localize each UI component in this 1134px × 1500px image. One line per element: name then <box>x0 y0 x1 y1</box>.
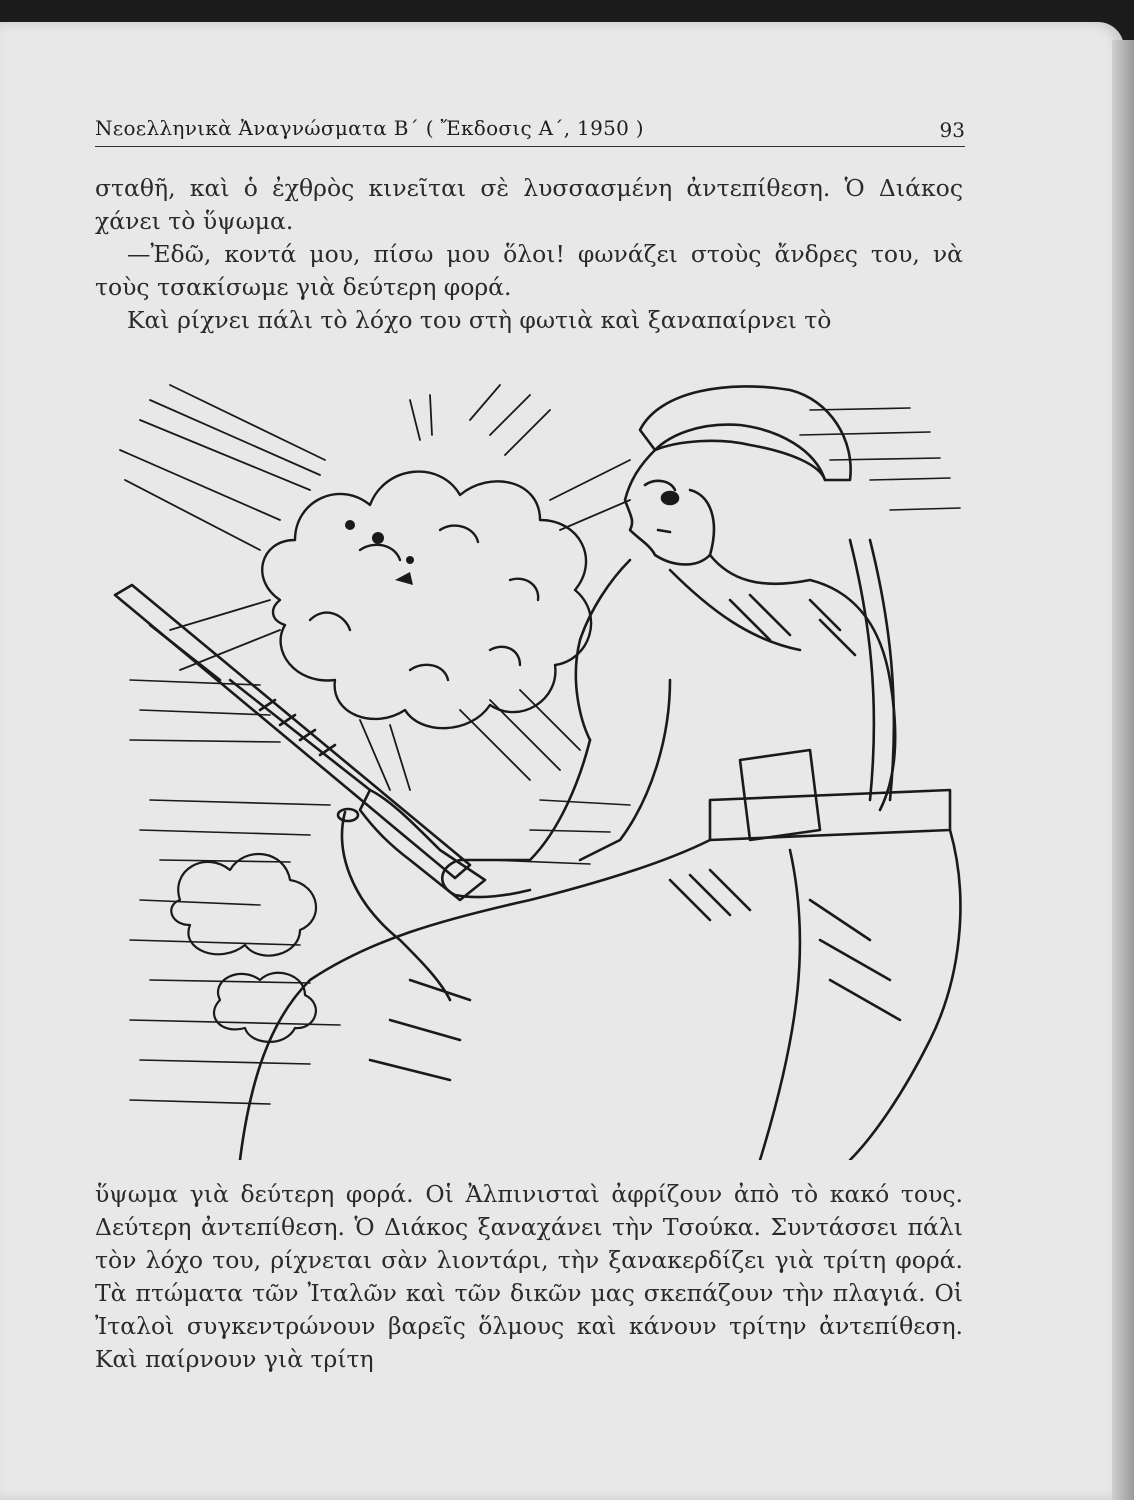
running-header <box>95 112 965 147</box>
paragraph: σταθῆ, καὶ ὁ ἐχθρὸς κινεῖται σὲ λυσσασμένη ἀντεπίθεση. Ὁ Διάκος χάνει τὸ ὕψωμα. <box>95 174 963 235</box>
explosion-cloud <box>262 472 591 729</box>
paragraph: —Ἐδῶ, κοντά μου, πίσω μου ὅλοι! φωνάζει στοὺς ἄνδρες του, νὰ τοὺς τσακίσωμε γιὰ δεύτερη φορά. <box>95 240 963 301</box>
page-number: 93 <box>939 118 965 142</box>
page-edge <box>1112 40 1134 1500</box>
paragraph: Καὶ ρίχνει πάλι τὸ λόχο του στὴ φωτιὰ καὶ ξαναπαίρνει τὸ <box>127 306 832 334</box>
shell-holes <box>345 520 414 585</box>
rifle <box>115 585 485 1000</box>
blast-rays <box>120 385 630 790</box>
header-title: Νεοελληνικὰ Ἀναγνώσματα Β΄ ( Ἔκδοσις Α΄, 1950 ) <box>95 116 644 140</box>
soldier-illustration <box>110 380 970 1160</box>
smoke-puff <box>171 854 316 1042</box>
paragraph: ὕψωμα γιὰ δεύτερη φορά. Οἱ Ἀλπινισταὶ ἀφρίζουν ἀπὸ τὸ κακό τους. Δεύτερη ἀντεπίθεση. Ὁ Διάκος ξαναχάνει τὴν Τσούκα. Συντάσσει πάλι τὸν λόχο του, ρίχνεται σὰν λιοντάρι, τὴν ξανακερδίζει γιὰ τρίτη φορά. Τὰ πτώματα τῶν Ἰταλῶν καὶ τῶν δικῶν μας σκεπάζουν τὴν πλαγιά. Οἱ Ἰταλοὶ συγκεντρώνουν βαρεῖς ὅλμους καὶ κάνουν τρίτην ἀντεπίθεση. Καὶ παίρνουν γιὰ τρίτη <box>95 1180 963 1373</box>
